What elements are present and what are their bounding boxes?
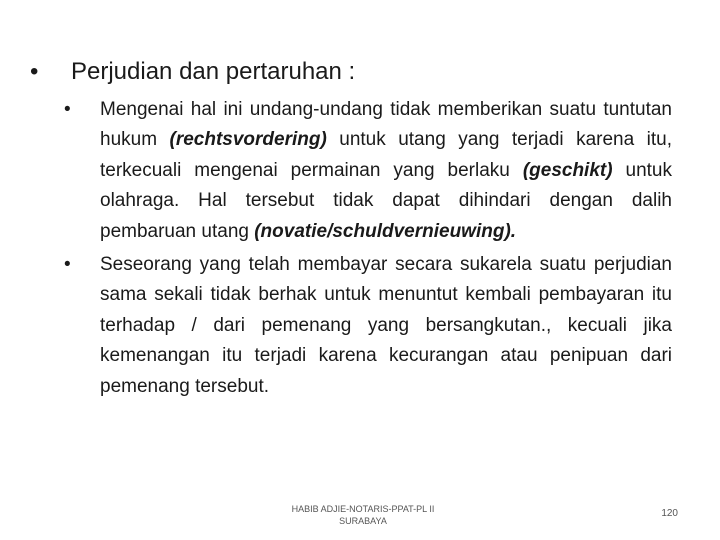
item-bullet: • bbox=[64, 99, 71, 120]
item-text-segment: Mengenai hal ini undang-undang tidak memberikan suatu tuntutan hukum bbox=[100, 99, 672, 151]
term-novatie: (novatie/schuldvernieuwing). bbox=[254, 220, 517, 242]
footer bbox=[268, 503, 458, 527]
term-geschikt: (geschikt) bbox=[522, 159, 613, 181]
list-item-voluntary-payment bbox=[64, 250, 672, 402]
term-rechtsvordering: (rechtsvordering) bbox=[169, 129, 327, 151]
slide-title bbox=[30, 54, 680, 90]
page-number: 120 bbox=[661, 508, 678, 519]
item-text bbox=[100, 99, 672, 242]
footer-line: HABIB ADJIE-NOTARIS-PPAT-PL II bbox=[291, 504, 435, 514]
item-bullet: • bbox=[64, 254, 71, 276]
item-text-segment: untuk utang yang terjadi karena itu, terkecuali mengenai permainan yang berlaku bbox=[100, 129, 672, 181]
list-item-gambling-debt bbox=[64, 95, 672, 247]
item-text: Seseorang yang telah membayar secara sukarela suatu perjudian sama sekali tidak berhak untuk menuntut kembali pembayaran itu terhadap / dari pemenang yang bersangkutan., kecuali jika kemenangan itu terjadi karena kecurangan atau penipuan dari pemenang tersebut. bbox=[100, 254, 672, 397]
footer-line: SURABAYA bbox=[339, 516, 387, 526]
bullet-list bbox=[64, 95, 672, 402]
item-text-segment: untuk olahraga. Hal tersebut tidak dapat dihindari dengan dalih pembaruan utang bbox=[100, 159, 672, 242]
title-text: Perjudian dan pertaruhan : bbox=[71, 58, 356, 85]
title-bullet: • bbox=[30, 58, 39, 85]
